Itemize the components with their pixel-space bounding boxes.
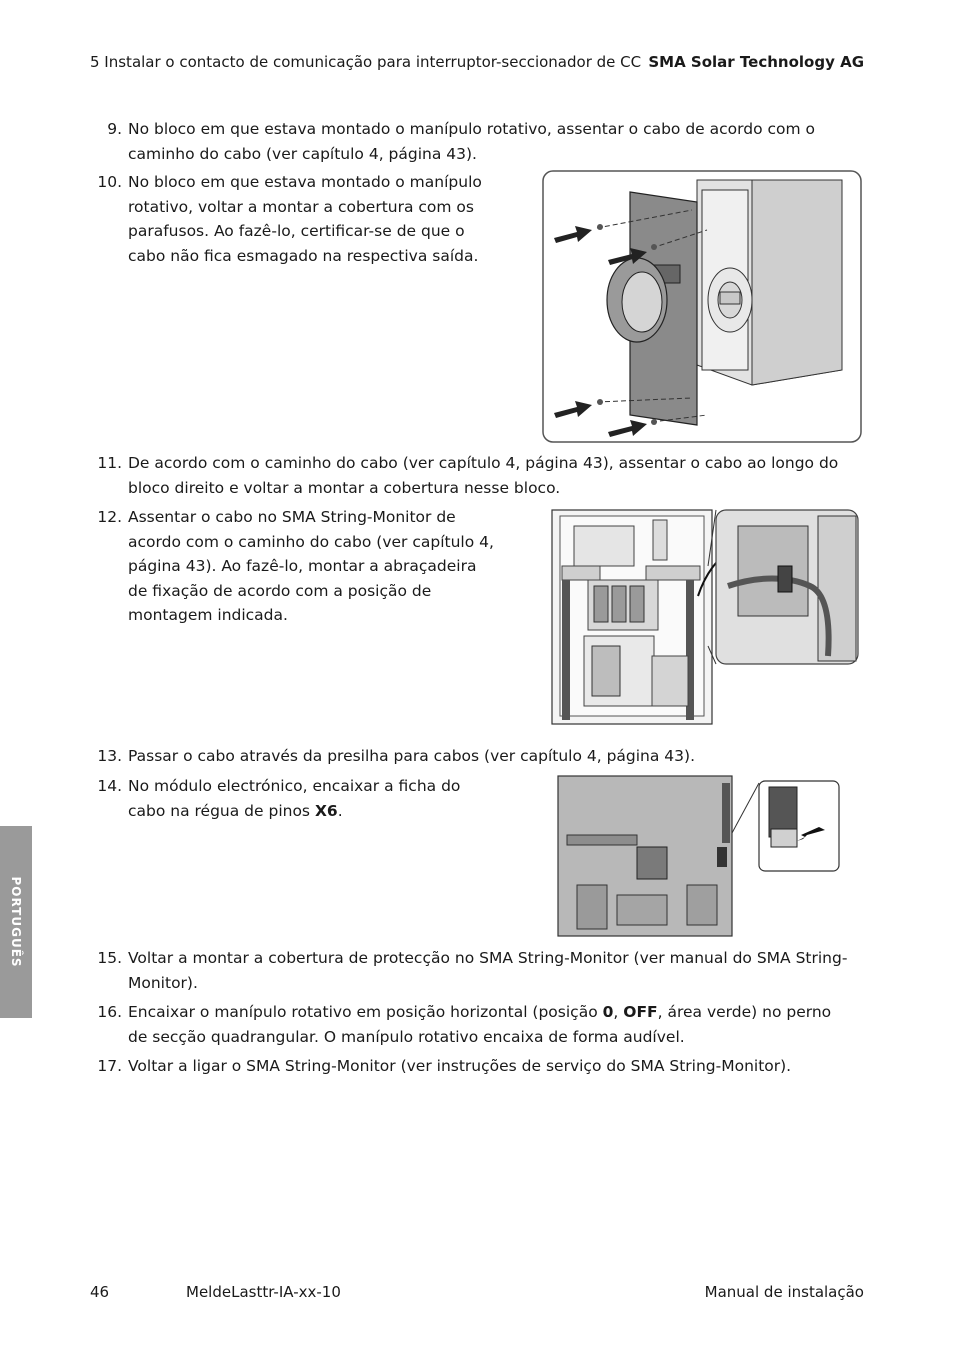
step-line: Voltar a montar a cobertura de protecção no SMA String-Monitor (ver manual do SMA String-: [128, 949, 848, 967]
step-line: parafusos. Ao fazê-lo, certificar-se de que o: [128, 222, 465, 240]
step-number: 14.: [97, 777, 122, 795]
step-line: de fixação de acordo com a posição de: [128, 581, 432, 600]
language-label: PORTUGUÊS: [9, 876, 23, 968]
step-line: montagem indicada.: [128, 606, 288, 624]
step-line: cabo não fica esmagado na respectiva saída.: [128, 246, 479, 265]
language-side-tab: [0, 826, 32, 1018]
step-line: acordo com o caminho do cabo (ver capítulo 4,: [128, 532, 494, 551]
string-monitor-figure: [548, 506, 860, 728]
step-line: Monitor).: [128, 973, 198, 992]
step-number: 9.: [107, 120, 122, 138]
step-line: rotativo, voltar a montar a cobertura com os: [128, 197, 474, 216]
step-number: 13.: [97, 747, 122, 765]
step-line: bloco direito e voltar a montar a cobertura nesse bloco.: [128, 478, 561, 497]
footer-manual-title: Manual de instalação: [704, 1283, 864, 1301]
header-chapter: 5 Instalar o contacto de comunicação para interruptor-seccionador de CC: [90, 53, 642, 71]
step-number: 17.: [97, 1057, 122, 1075]
step-number: 10.: [97, 173, 122, 191]
step-line: No módulo electrónico, encaixar a ficha do: [128, 777, 461, 795]
step-line: página 43). Ao fazê-lo, montar a abraçadeira: [128, 557, 477, 575]
step-number: 12.: [97, 508, 122, 526]
electronic-module-figure: [557, 775, 841, 937]
header-company: SMA Solar Technology AG: [648, 53, 864, 71]
step-line: Assentar o cabo no SMA String-Monitor de: [128, 508, 456, 526]
step-line: cabo na régua de pinos X6.: [128, 801, 343, 820]
step-line: No bloco em que estava montado o manípulo rotativo, assentar o cabo de acordo com o: [128, 120, 816, 138]
step-line: Passar o cabo através da presilha para cabos (ver capítulo 4, página 43).: [128, 747, 696, 765]
cover-screw-figure: [542, 170, 862, 443]
connector-x6: X6: [314, 801, 338, 820]
step-line: No bloco em que estava montado o manípulo: [128, 173, 482, 191]
footer-page-number: 46: [90, 1283, 110, 1301]
step-number: 15.: [97, 949, 122, 967]
step-line: De acordo com o caminho do cabo (ver capítulo 4, página 43), assentar o cabo ao longo do: [128, 454, 839, 472]
step-number: 16.: [97, 1003, 122, 1021]
step-number: 11.: [97, 454, 122, 472]
footer-doc-id: MeldeLasttr-IA-xx-10: [186, 1283, 341, 1301]
step-line: Voltar a ligar o SMA String-Monitor (ver instruções de serviço do SMA String-Monitor).: [128, 1057, 792, 1075]
step-line: de secção quadrangular. O manípulo rotativo encaixa de forma audível.: [128, 1027, 685, 1046]
step-line: caminho do cabo (ver capítulo 4, página 43).: [128, 144, 477, 163]
step-line: Encaixar o manípulo rotativo em posição horizontal (posição 0, OFF, área verde) no perno: [128, 1003, 832, 1021]
